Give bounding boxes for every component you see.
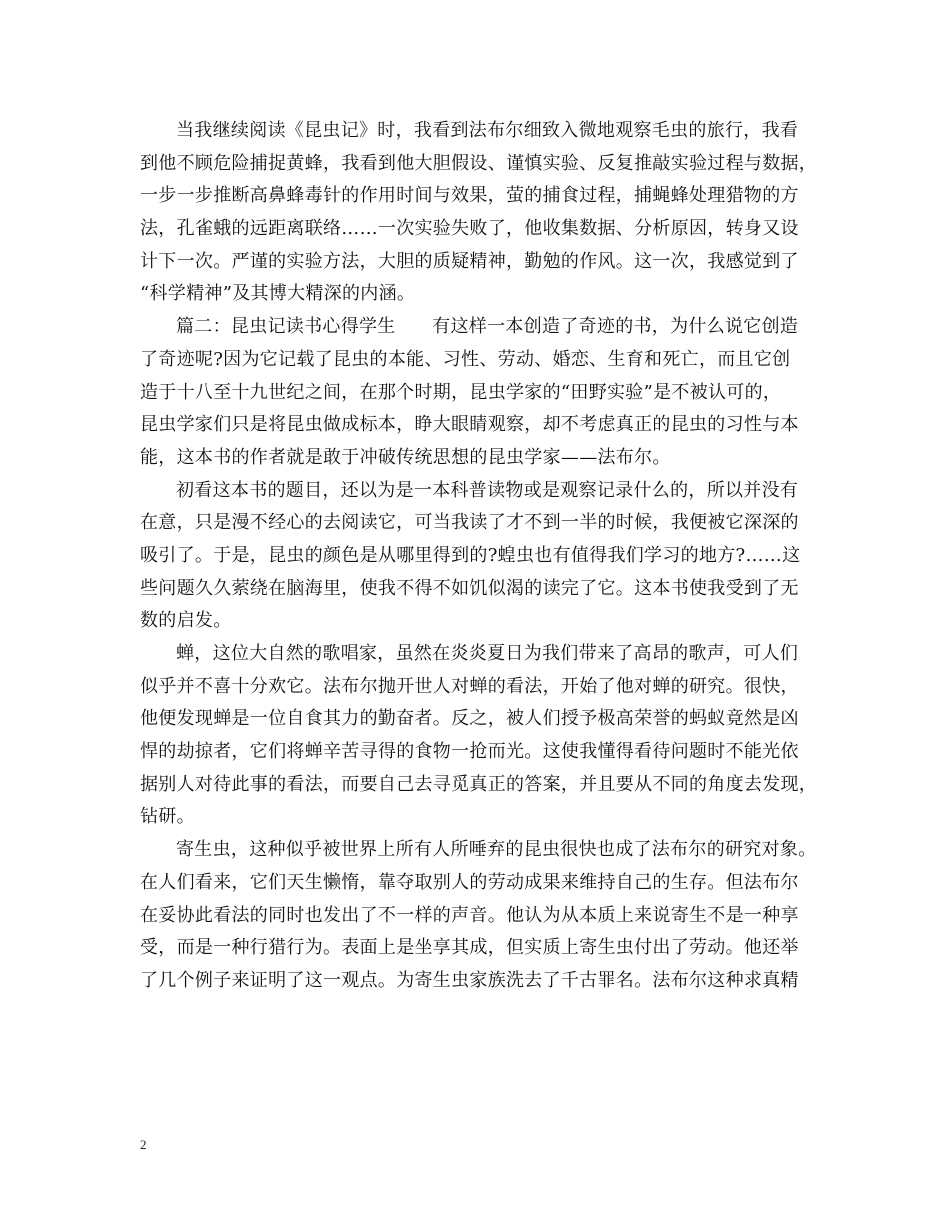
- text-line: 吸引了。于是，昆虫的颜色是从哪里得到的?蝗虫也有值得我们学习的地方?……这: [140, 544, 801, 566]
- page-number: 2: [140, 1137, 147, 1152]
- text-line: 造于十八至十九世纪之间，在那个时期，昆虫学家的“田野实验”是不被认可的，: [140, 381, 782, 403]
- text-line: 似乎并不喜十分欢它。法布尔抛开世人对蝉的看法，开始了他对蝉的研究。很快，: [140, 675, 799, 697]
- text-line: 在妥协此看法的同时也发出了不一样的声音。他认为从本质上来说寄生不是一种享: [140, 904, 799, 926]
- text-line: 些问题久久萦绕在脑海里，使我不得不如饥似渴的读完了它。这本书使我受到了无: [140, 577, 799, 599]
- text-line: 在人们看来，它们天生懒惰，靠夺取别人的劳动成果来维持自己的生存。但法布尔: [140, 871, 799, 893]
- text-line: 篇二：昆虫记读书心得学生 有这样一本创造了奇迹的书，为什么说它创造: [176, 316, 799, 338]
- body-text: [140, 115, 830, 998]
- text-line: 他便发现蝉是一位自食其力的勤奋者。反之，被人们授予极高荣誉的蚂蚁竟然是凶: [140, 708, 799, 730]
- text-line: “科学精神”及其博大精深的内涵。: [140, 283, 416, 305]
- text-line: 法，孔雀蛾的远距离联络……一次实验失败了，他收集数据、分析原因，转身又设: [140, 218, 799, 240]
- text-line: 受，而是一种行猎行为。表面上是坐享其成，但实质上寄生虫付出了劳动。他还举: [140, 937, 799, 959]
- text-line: 寄生虫，这种似乎被世界上所有人所唾弃的昆虫很快也成了法布尔的研究对象。: [176, 839, 817, 861]
- text-line: 据别人对待此事的看法，而要自己去寻觅真正的答案，并且要从不同的角度去发现，: [140, 773, 818, 795]
- text-line: 昆虫学家们只是将昆虫做成标本，睁大眼睛观察，却不考虑真正的昆虫的习性与本: [140, 414, 799, 436]
- text-line: 一步一步推断高鼻蜂毒针的作用时间与效果，萤的捕食过程，捕蝇蜂处理猎物的方: [140, 185, 799, 207]
- text-line: 数的启发。: [140, 610, 232, 632]
- text-line: 计下一次。严谨的实验方法，大胆的质疑精神，勤勉的作风。这一次，我感觉到了: [140, 250, 799, 272]
- text-line: 能，这本书的作者就是敢于冲破传统思想的昆虫学家——法布尔。: [140, 446, 671, 468]
- text-line: 在意，只是漫不经心的去阅读它，可当我读了才不到一半的时候，我便被它深深的: [140, 512, 799, 534]
- text-line: 悍的劫掠者，它们将蝉辛苦寻得的食物一抢而光。这使我懂得看待问题时不能光依: [140, 741, 799, 763]
- text-line: 蝉，这位大自然的歌唱家，虽然在炎炎夏日为我们带来了高昂的歌声，可人们: [176, 643, 799, 664]
- text-line: 初看这本书的题目，还以为是一本科普读物或是观察记录什么的，所以并没有: [176, 479, 799, 501]
- text-line: 了几个例子来证明了这一观点。为寄生虫家族洗去了千古罪名。法布尔这种求真精: [140, 969, 799, 991]
- text-line: 当我继续阅读《昆虫记》时，我看到法布尔细致入微地观察毛虫的旅行，我看: [176, 120, 799, 141]
- text-line: 了奇迹呢?因为它记载了昆虫的本能、习性、劳动、婚恋、生育和死亡，而且它创: [140, 348, 791, 370]
- text-line: 钻研。: [140, 806, 195, 828]
- text-line: 到他不顾危险捕捉黄蜂，我看到他大胆假设、谨慎实验、反复推敲实验过程与数据，: [140, 152, 818, 174]
